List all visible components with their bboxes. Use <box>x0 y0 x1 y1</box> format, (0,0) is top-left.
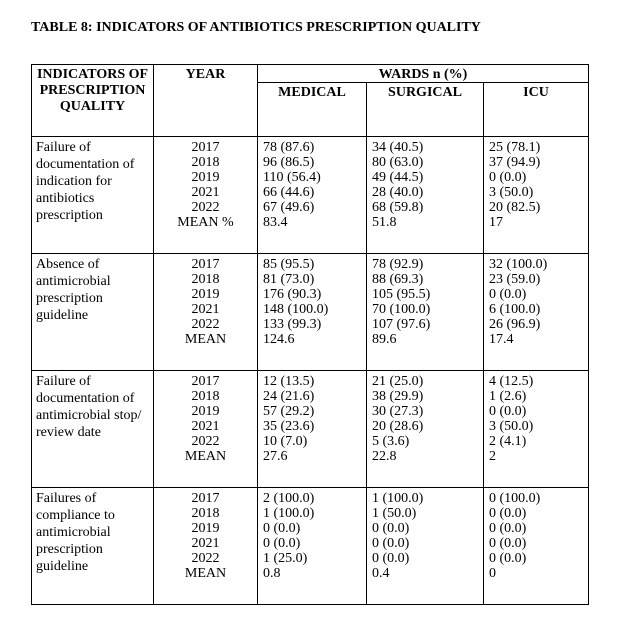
icu-column-cell <box>484 254 589 371</box>
surgical-cell: 1 (100.0) <box>372 491 424 506</box>
surgical-cell: 0.4 <box>372 566 390 581</box>
medical-cell: 0 (0.0) <box>263 521 301 536</box>
indicator-group-row <box>32 137 589 254</box>
medical-cell: 96 (86.5) <box>263 155 315 170</box>
medical-cell: 66 (44.6) <box>263 185 315 200</box>
year-cell: 2022 <box>191 551 220 566</box>
icu-cell: 0 (0.0) <box>489 551 527 566</box>
year-cell: 2017 <box>191 374 220 389</box>
medical-cell: 0 (0.0) <box>263 536 301 551</box>
year-cell: 2018 <box>191 506 220 521</box>
surgical-column-cell <box>367 371 484 488</box>
icu-cell: 17 <box>489 215 503 230</box>
year-cell: 2019 <box>191 404 220 419</box>
medical-cell: 148 (100.0) <box>263 302 329 317</box>
medical-cell: 10 (7.0) <box>263 434 308 449</box>
medical-cell: 176 (90.3) <box>263 287 322 302</box>
table-title: TABLE 8: INDICATORS OF ANTIBIOTICS PRESCRIPTION QUALITY <box>31 20 481 35</box>
surgical-cell: 107 (97.6) <box>372 317 431 332</box>
medical-column-cell <box>258 488 367 605</box>
icu-cell: 2 (4.1) <box>489 434 527 449</box>
surgical-cell: 70 (100.0) <box>372 302 431 317</box>
surgical-cell: 105 (95.5) <box>372 287 431 302</box>
medical-cell: 1 (100.0) <box>263 506 315 521</box>
icu-column-cell <box>484 137 589 254</box>
years-column-cell <box>154 137 258 254</box>
indicator-group-row <box>32 488 589 605</box>
year-cell: 2018 <box>191 155 220 170</box>
medical-cell: 2 (100.0) <box>263 491 315 506</box>
medical-cell: 78 (87.6) <box>263 140 315 155</box>
surgical-cell: 34 (40.5) <box>372 140 424 155</box>
surgical-cell: 68 (59.8) <box>372 200 424 215</box>
medical-cell: 1 (25.0) <box>263 551 308 566</box>
surgical-cell: 51.8 <box>372 215 397 230</box>
icu-cell: 17.4 <box>489 332 514 347</box>
indicator-label: Failure of documentation of indication for antibiotics prescription <box>32 137 154 254</box>
indicator-label: Absence of antimicrobial prescription guideline <box>32 254 154 371</box>
surgical-cell: 5 (3.6) <box>372 434 410 449</box>
prescription-quality-table <box>31 64 589 605</box>
year-cell: 2018 <box>191 389 220 404</box>
icu-cell: 2 <box>489 449 496 464</box>
icu-cell: 4 (12.5) <box>489 374 534 389</box>
year-cell: MEAN <box>184 449 227 464</box>
surgical-cell: 22.8 <box>372 449 397 464</box>
medical-header: MEDICAL <box>258 83 367 137</box>
icu-cell: 0 (0.0) <box>489 170 527 185</box>
year-cell: 2017 <box>191 140 220 155</box>
medical-cell: 124.6 <box>263 332 295 347</box>
year-cell: MEAN <box>184 332 227 347</box>
surgical-column-cell <box>367 488 484 605</box>
surgical-column-cell <box>367 137 484 254</box>
year-cell: 2022 <box>191 317 220 332</box>
year-cell: 2021 <box>191 419 220 434</box>
icu-cell: 6 (100.0) <box>489 302 541 317</box>
surgical-header: SURGICAL <box>367 83 484 137</box>
surgical-cell: 28 (40.0) <box>372 185 424 200</box>
medical-cell: 110 (56.4) <box>263 170 321 185</box>
surgical-cell: 80 (63.0) <box>372 155 424 170</box>
year-cell: 2019 <box>191 170 220 185</box>
medical-cell: 67 (49.6) <box>263 200 315 215</box>
year-cell: 2021 <box>191 302 220 317</box>
icu-column-cell <box>484 488 589 605</box>
indicators-header: INDICATORS OF PRESCRIPTION QUALITY <box>32 65 154 137</box>
icu-cell: 0 (100.0) <box>489 491 541 506</box>
wards-header: WARDS n (%) <box>258 65 589 83</box>
surgical-cell: 88 (69.3) <box>372 272 424 287</box>
icu-cell: 3 (50.0) <box>489 185 534 200</box>
years-column-cell <box>154 371 258 488</box>
year-cell: 2022 <box>191 200 220 215</box>
medical-cell: 133 (99.3) <box>263 317 322 332</box>
icu-header: ICU <box>484 83 589 137</box>
icu-cell: 0 (0.0) <box>489 521 527 536</box>
table-body <box>32 137 589 605</box>
icu-cell: 3 (50.0) <box>489 419 534 434</box>
surgical-cell: 0 (0.0) <box>372 521 410 536</box>
surgical-cell: 21 (25.0) <box>372 374 424 389</box>
medical-cell: 12 (13.5) <box>263 374 315 389</box>
icu-cell: 32 (100.0) <box>489 257 548 272</box>
icu-cell: 0 (0.0) <box>489 536 527 551</box>
surgical-cell: 30 (27.3) <box>372 404 424 419</box>
indicator-group-row <box>32 371 589 488</box>
surgical-cell: 20 (28.6) <box>372 419 424 434</box>
indicator-label: Failure of documentation of antimicrobial stop/ review date <box>32 371 154 488</box>
year-cell: 2018 <box>191 272 220 287</box>
icu-cell: 0 (0.0) <box>489 287 527 302</box>
year-cell: 2019 <box>191 521 220 536</box>
medical-cell: 57 (29.2) <box>263 404 315 419</box>
surgical-cell: 78 (92.9) <box>372 257 424 272</box>
medical-cell: 85 (95.5) <box>263 257 315 272</box>
indicator-group-row <box>32 254 589 371</box>
surgical-cell: 1 (50.0) <box>372 506 417 521</box>
icu-cell: 1 (2.6) <box>489 389 527 404</box>
year-cell: 2017 <box>191 257 220 272</box>
icu-cell: 0 <box>489 566 496 581</box>
medical-column-cell <box>258 137 367 254</box>
medical-cell: 35 (23.6) <box>263 419 315 434</box>
years-column-cell <box>154 254 258 371</box>
surgical-cell: 89.6 <box>372 332 397 347</box>
indicator-label: Failures of compliance to antimicrobial prescription guideline <box>32 488 154 605</box>
icu-cell: 25 (78.1) <box>489 140 541 155</box>
years-column-cell <box>154 488 258 605</box>
year-cell: 2017 <box>191 491 220 506</box>
icu-cell: 37 (94.9) <box>489 155 541 170</box>
icu-cell: 0 (0.0) <box>489 404 527 419</box>
icu-cell: 20 (82.5) <box>489 200 541 215</box>
medical-cell: 83.4 <box>263 215 288 230</box>
icu-cell: 26 (96.9) <box>489 317 541 332</box>
year-cell: 2022 <box>191 434 220 449</box>
surgical-column-cell <box>367 254 484 371</box>
year-cell: 2021 <box>191 536 220 551</box>
header-row <box>32 65 589 83</box>
medical-cell: 81 (73.0) <box>263 272 315 287</box>
icu-cell: 23 (59.0) <box>489 272 541 287</box>
year-cell: MEAN % <box>177 215 234 230</box>
year-cell: 2019 <box>191 287 220 302</box>
icu-column-cell <box>484 371 589 488</box>
medical-cell: 27.6 <box>263 449 288 464</box>
surgical-cell: 49 (44.5) <box>372 170 424 185</box>
medical-column-cell <box>258 254 367 371</box>
surgical-cell: 0 (0.0) <box>372 551 410 566</box>
medical-column-cell <box>258 371 367 488</box>
year-header: YEAR <box>154 65 258 137</box>
year-cell: MEAN <box>184 566 227 581</box>
medical-cell: 0.8 <box>263 566 281 581</box>
surgical-cell: 0 (0.0) <box>372 536 410 551</box>
icu-cell: 0 (0.0) <box>489 506 527 521</box>
year-cell: 2021 <box>191 185 220 200</box>
surgical-cell: 38 (29.9) <box>372 389 424 404</box>
medical-cell: 24 (21.6) <box>263 389 315 404</box>
